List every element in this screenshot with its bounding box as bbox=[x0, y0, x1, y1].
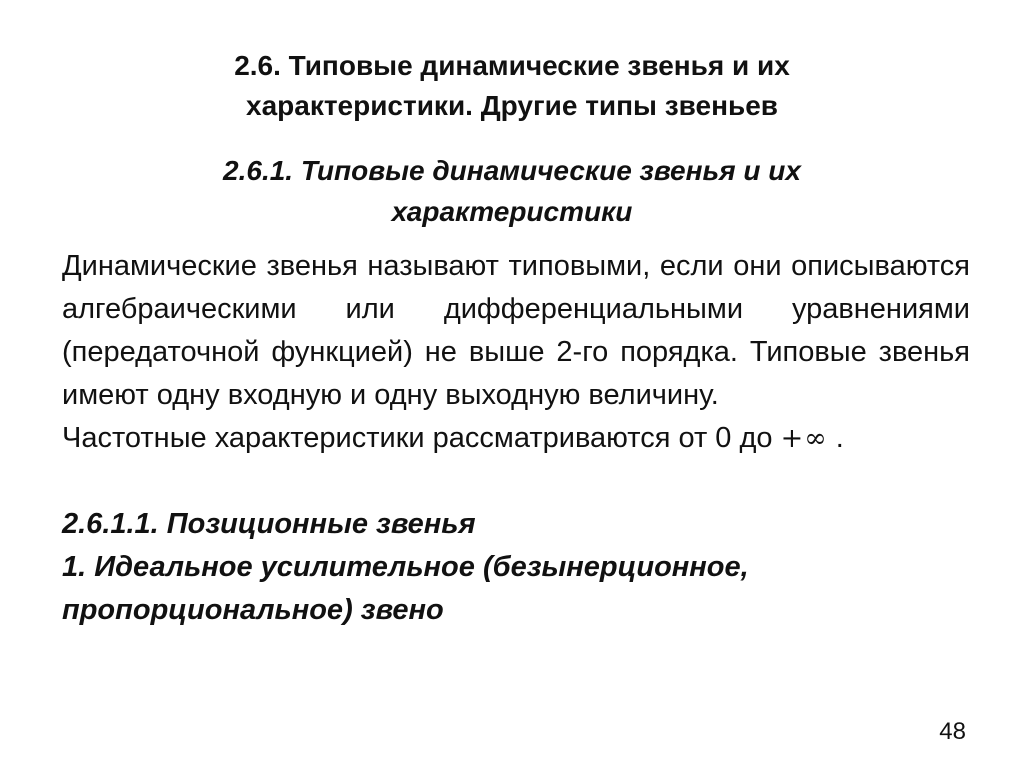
definition-paragraph: Динамические звенья называют типовыми, если они описываются алгебраическими или дифференциальными уравнениями (передаточной функцией) не выше 2-го порядка. Типовые звенья имеют одну входную и одну выходную величину. bbox=[62, 250, 970, 411]
spacer bbox=[62, 460, 970, 503]
section-subtitle-line-2: характеристики bbox=[391, 196, 633, 227]
item-heading-line-1: 1. Идеальное усилительное (безынерционное, bbox=[62, 551, 749, 583]
slide-body bbox=[62, 245, 970, 632]
infinity-math: +∞ bbox=[780, 423, 828, 454]
frequency-paragraph bbox=[62, 417, 970, 460]
frequency-text: Частотные характеристики рассматриваются от 0 до bbox=[62, 422, 773, 454]
slide-title-line-2: характеристики. Другие типы звеньев bbox=[246, 90, 778, 121]
section-heading: 2.6.1.1. Позиционные звенья bbox=[62, 508, 476, 540]
slide-title bbox=[0, 46, 1024, 126]
item-heading-line-2: пропорциональное) звено bbox=[62, 594, 444, 626]
section-subtitle-line-1: 2.6.1. Типовые динамические звенья и их bbox=[223, 155, 801, 186]
frequency-period: . bbox=[835, 422, 844, 454]
section-subtitle bbox=[0, 150, 1024, 232]
page-number: 48 bbox=[939, 718, 966, 745]
slide-title-line-1: 2.6. Типовые динамические звенья и их bbox=[234, 50, 790, 81]
